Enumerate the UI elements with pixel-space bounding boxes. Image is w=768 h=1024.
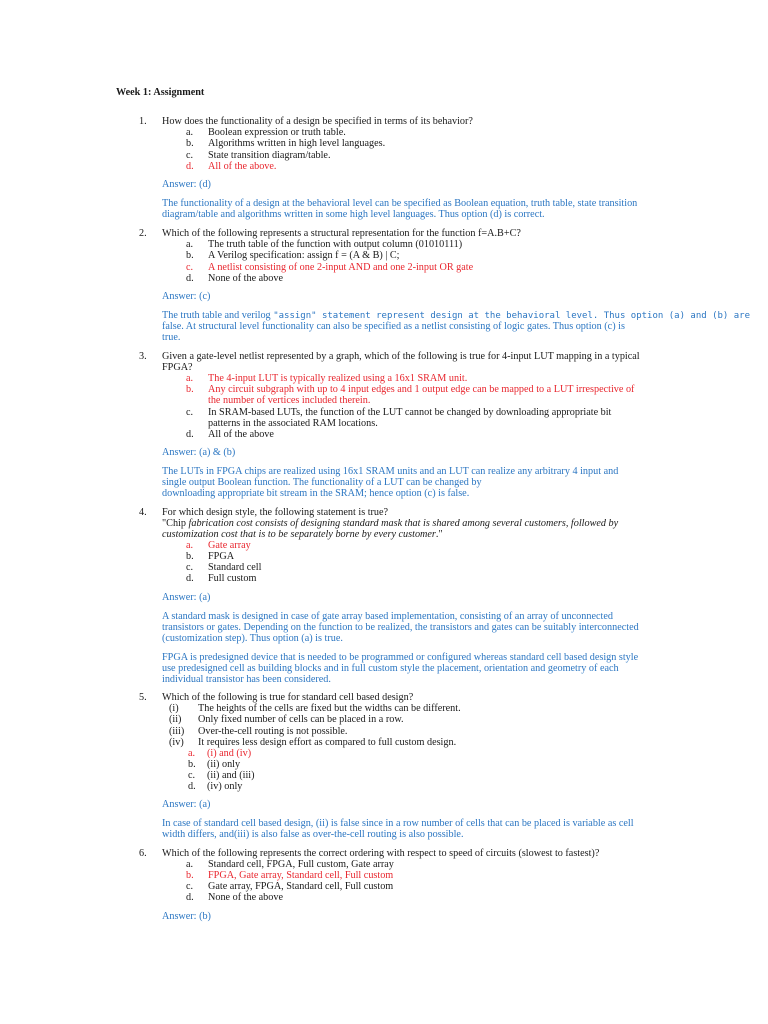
correct-option-text: Any circuit subgraph with up to 4 input edges and 1 output edge can be mapped to a LUT irrespective of <box>208 384 635 395</box>
question-number: 5. <box>139 692 147 703</box>
option-text: Gate array, FPGA, Standard cell, Full custom <box>208 881 394 892</box>
option-label: d. <box>186 273 194 284</box>
option-text: Algorithms written in high level languages. <box>208 138 386 149</box>
quote-text: fabrication cost consists of designing standard mask that is shared among several customers, followed by <box>188 518 619 529</box>
option-text: (ii) only <box>207 759 241 770</box>
explanation-line: individual transistor has been considered. <box>162 674 331 685</box>
option-label: a. <box>186 859 194 870</box>
question-number: 4. <box>139 507 147 518</box>
option-text: The truth table of the function with output column (01010111) <box>208 239 463 250</box>
question-text: Which of the following represents the correct ordering with respect to speed of circuits (slowest to fastest)? <box>162 848 600 859</box>
quote-line <box>162 529 443 540</box>
explanation-line: transistors or gates. Depending on the function to be realized, the transistors and gates can be suitably interconnected <box>162 622 639 633</box>
statement-label: (iv) <box>169 737 184 748</box>
explanation-line: false. At structural level functionality can also be specified as a netlist consisting of logic gates. Thus option (c) is <box>162 321 625 332</box>
correct-option-text: (i) and (iv) <box>207 748 252 759</box>
option-label: d. <box>188 781 196 792</box>
quote-close: ." <box>435 529 443 540</box>
option-text: (iv) only <box>207 781 243 792</box>
correct-option-label: a. <box>186 540 194 551</box>
explanation-text-code: "assign" statement represent design at the behavioral level. Thus option (a) and (b) are <box>273 311 751 321</box>
option-label: c. <box>186 881 194 892</box>
correct-option-text: A netlist consisting of one 2-input AND and one 2-input OR gate <box>208 262 474 273</box>
answer-label: Answer: (a) <box>162 799 211 810</box>
answer-label: Answer: (a) <box>162 592 211 603</box>
option-text: FPGA <box>208 551 235 562</box>
page-title: Week 1: Assignment <box>116 87 205 98</box>
option-label: b. <box>186 551 194 562</box>
correct-option-text: All of the above. <box>208 161 277 172</box>
answer-label: Answer: (b) <box>162 911 211 922</box>
statement-text: The heights of the cells are fixed but the widths can be different. <box>198 703 461 714</box>
option-text: Full custom <box>208 573 257 584</box>
question-number: 3. <box>139 351 147 362</box>
statement-text: Only fixed number of cells can be placed in a row. <box>198 714 404 725</box>
correct-option-label: a. <box>188 748 196 759</box>
explanation-line: downloading appropriate bit stream in the SRAM; hence option (c) is false. <box>162 488 470 499</box>
option-text: Boolean expression or truth table. <box>208 127 346 138</box>
correct-option-label: a. <box>186 373 194 384</box>
statement-text: It requires less design effort as compared to full custom design. <box>198 737 457 748</box>
explanation-line: diagram/table and algorithms written in some high level languages. Thus option (d) is correct. <box>162 209 545 220</box>
option-label: b. <box>188 759 196 770</box>
option-label: c. <box>186 150 194 161</box>
explanation-line: true. <box>162 332 181 343</box>
correct-option-text: the number of vertices included therein. <box>208 395 371 406</box>
option-text: A Verilog specification: assign f = (A & B) | C; <box>208 250 400 261</box>
option-label: b. <box>186 138 194 149</box>
correct-option-label: d. <box>186 161 194 172</box>
option-label: d. <box>186 429 194 440</box>
explanation-line: (customization step). Thus option (a) is true. <box>162 633 343 644</box>
explanation-line: single output Boolean function. The functionality of a LUT can be changed by <box>162 477 482 488</box>
explanation-line: The functionality of a design at the behavioral level can be specified as Boolean equation, truth table, state transition <box>162 198 638 209</box>
option-label: d. <box>186 573 194 584</box>
explanation-line: In case of standard cell based design, (ii) is false since in a row number of cells that can be placed is variable as cell <box>162 818 634 829</box>
option-label: a. <box>186 127 194 138</box>
option-label: c. <box>186 562 194 573</box>
explanation-line: use predesigned cell as building blocks and in full custom style the placement, orientation and geometry of each <box>162 663 619 674</box>
explanation-line: FPGA is predesigned device that is needed to be programmed or configured whereas standard cell based design style <box>162 652 639 663</box>
statement-text: Over-the-cell routing is not possible. <box>198 726 348 737</box>
option-text: None of the above <box>208 892 283 903</box>
correct-option-text: Gate array <box>208 540 251 551</box>
question-text: Given a gate-level netlist represented by a graph, which of the following is true for 4-input LUT mapping in a typical <box>162 351 640 362</box>
question-number: 1. <box>139 116 147 127</box>
quote-open: "Chip <box>162 518 186 529</box>
option-text: All of the above <box>208 429 274 440</box>
answer-label: Answer: (a) & (b) <box>162 447 236 458</box>
quote-text: customization cost that is to be separately borne by every customer <box>162 529 436 540</box>
option-label: b. <box>186 250 194 261</box>
answer-label: Answer: (c) <box>162 291 211 302</box>
correct-option-label: c. <box>186 262 194 273</box>
option-text: (ii) and (iii) <box>207 770 255 781</box>
option-label: c. <box>188 770 196 781</box>
option-text: In SRAM-based LUTs, the function of the LUT cannot be changed by downloading appropriate bit <box>208 407 612 418</box>
correct-option-text: The 4-input LUT is typically realized using a 16x1 SRAM unit. <box>208 373 468 384</box>
quote-line <box>162 518 618 529</box>
question-text: How does the functionality of a design be specified in terms of its behavior? <box>162 116 473 127</box>
statement-label: (i) <box>169 703 179 714</box>
correct-option-label: b. <box>186 384 194 395</box>
explanation-line: width differs, and(iii) is also false as over-the-cell routing is also possible. <box>162 829 464 840</box>
question-number: 2. <box>139 228 147 239</box>
option-text: Standard cell <box>208 562 262 573</box>
question-text: Which of the following represents a structural representation for the function f=A.B+C? <box>162 228 521 239</box>
option-text: None of the above <box>208 273 283 284</box>
explanation-line: The LUTs in FPGA chips are realized using 16x1 SRAM units and an LUT can realize any arbitrary 4 input and <box>162 466 619 477</box>
correct-option-text: FPGA, Gate array, Standard cell, Full custom <box>208 870 394 881</box>
option-label: c. <box>186 407 194 418</box>
option-text: Standard cell, FPGA, Full custom, Gate array <box>208 859 394 870</box>
statement-label: (ii) <box>169 714 182 725</box>
option-text: State transition diagram/table. <box>208 150 331 161</box>
correct-option-label: b. <box>186 870 194 881</box>
question-text: For which design style, the following statement is true? <box>162 507 389 518</box>
question-text: Which of the following is true for standard cell based design? <box>162 692 414 703</box>
statement-label: (iii) <box>169 726 185 737</box>
option-label: a. <box>186 239 194 250</box>
explanation-line: A standard mask is designed in case of gate array based implementation, consisting of an array of unconnected <box>162 611 613 622</box>
question-text: FPGA? <box>162 362 193 373</box>
question-number: 6. <box>139 848 147 859</box>
option-label: d. <box>186 892 194 903</box>
answer-label: Answer: (d) <box>162 179 211 190</box>
option-text: patterns in the associated RAM locations. <box>208 418 378 429</box>
explanation-text: The truth table and verilog <box>162 310 271 321</box>
